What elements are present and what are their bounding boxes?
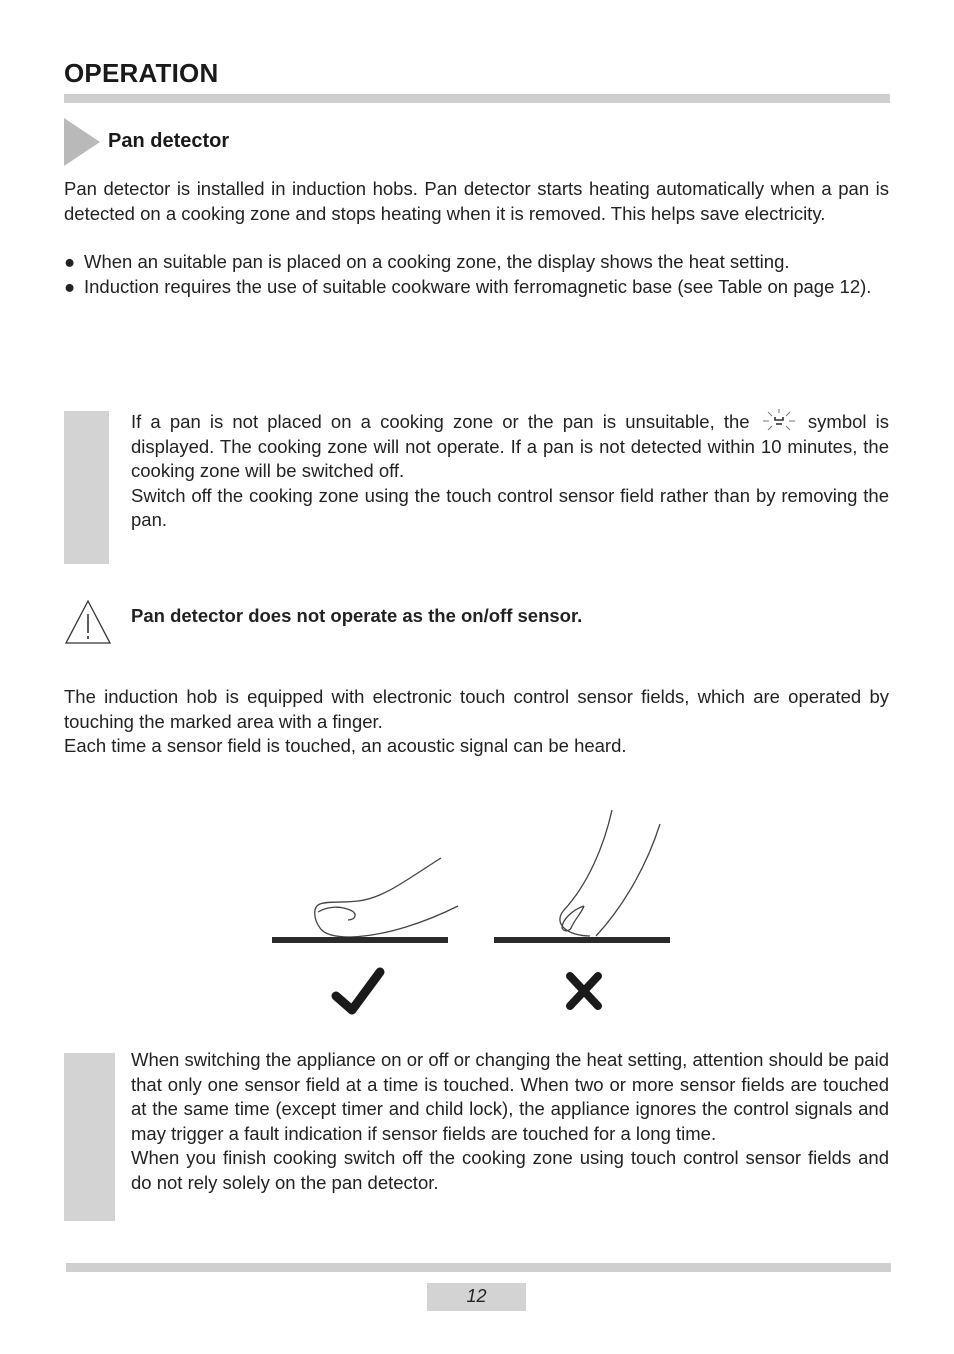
footer-rule	[66, 1263, 891, 1272]
intro-paragraph	[64, 177, 889, 226]
note-pan-text	[131, 408, 889, 484]
finger-tip-illustration	[560, 810, 660, 936]
triangle-marker-icon	[64, 118, 100, 166]
cross-icon	[570, 976, 598, 1006]
checkmark-icon	[336, 972, 380, 1010]
warning-triangle-icon	[64, 599, 112, 645]
list-item	[64, 250, 889, 275]
warning-text: Pan detector does not operate as the on/off sensor.	[131, 605, 583, 626]
section-title: OPERATION	[64, 58, 219, 88]
surface-line	[494, 937, 670, 943]
subsection-title: Pan detector	[108, 130, 230, 152]
surface-line	[272, 937, 448, 943]
finger-flat-illustration	[315, 858, 458, 937]
bullet-text: When an suitable pan is placed on a cooking zone, the display shows the heat setting.	[84, 251, 790, 272]
header-rule	[64, 94, 890, 103]
bullet-list	[64, 250, 889, 299]
touch-paragraph	[64, 685, 889, 759]
note-pan-text-after: symbol is displayed. The cooking zone will not operate. If a pan is not detected within 10 minutes, the cooking zone will be switched off.	[131, 411, 890, 481]
note-bar	[64, 411, 109, 564]
list-item	[64, 275, 889, 300]
page-number: 12	[427, 1283, 526, 1311]
bullet-icon: ●	[64, 275, 76, 297]
note-switch-off-text: When you finish cooking switch off the cooking zone using touch control sensor fields and do not rely solely on the pan detector.	[131, 1147, 889, 1193]
note-sensor-text: When switching the appliance on or off or changing the heat setting, attention should be paid that only one sensor field at a time is touched. When two or more sensor fields are touched at the same time (except timer and child lock), the appliance ignores the control signals and may trigger a fault indication if sensor fields are touched for a long time.	[131, 1049, 889, 1144]
note-pan-symbol	[131, 408, 889, 533]
bullet-text: Induction requires the use of suitable cookware with ferromagnetic base (see Table on page 12).	[84, 275, 872, 297]
touch-signal-text: Each time a sensor field is touched, an acoustic signal can be heard.	[64, 735, 627, 756]
note-sensor-fields	[131, 1048, 889, 1195]
intro-text: Pan detector is installed in induction hobs. Pan detector starts heating automatically when a pan is detected on a cooking zone and stops heating when it is removed. This helps save electricity.	[64, 178, 889, 224]
note-bar	[64, 1053, 115, 1221]
note-pan-switch-off: Switch off the cooking zone using the touch control sensor field rather than by removing the pan.	[131, 484, 889, 530]
note-pan-text-before: If a pan is not placed on a cooking zone or the pan is unsuitable, the	[131, 411, 750, 432]
bullet-icon: ●	[64, 251, 76, 272]
pan-not-detected-icon	[759, 408, 799, 434]
touch-text: The induction hob is equipped with electronic touch control sensor fields, which are operated by touching the marked area with a finger.	[64, 686, 889, 732]
finger-touch-illustration	[266, 800, 676, 1020]
